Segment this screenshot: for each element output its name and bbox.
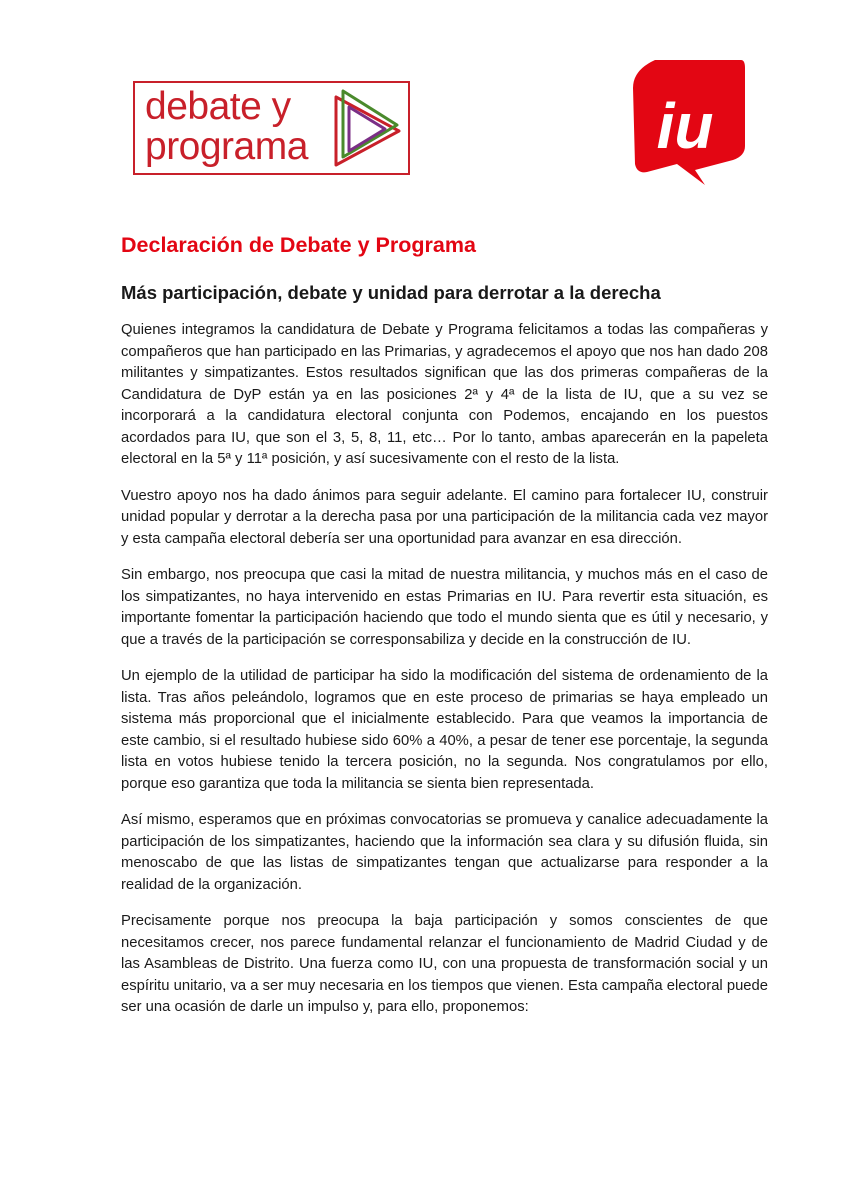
play-triangles-icon: [333, 87, 405, 169]
document-body: [121, 320, 768, 1034]
paragraph-6: Precisamente porque nos preocupa la baja participación y somos conscientes de que necesitamos crecer, nos parece fundamental relanzar el funcionamiento de Madrid Ciudad y de las Asambleas de Distrito. Una fuerza como IU, con una propuesta de transformación social y un espíritu unitario, va a ser muy necesaria en los tiempos que vienen. Esta campaña electoral puede ser una ocasión de darle un impulso y, para ello, proponemos:: [121, 913, 768, 1015]
iu-logo: [633, 60, 745, 185]
logo-line-2: programa: [145, 125, 308, 168]
paragraph-3: Sin embargo, nos preocupa que casi la mitad de nuestra militancia, y muchos más en el caso de los simpatizantes, no haya intervenido en estas Primarias en IU. Para revertir esta situación, es importante fomentar la participación haciendo que todo el mundo sienta que es útil y necesario, y que a través de la participación se corresponsabiliza y decide en la construcción de IU.: [121, 567, 768, 648]
iu-logo-text: iu: [656, 90, 714, 162]
document-title: Declaración de Debate y Programa: [121, 233, 476, 257]
document-subtitle: Más participación, debate y unidad para derrotar a la derecha: [121, 282, 661, 303]
paragraph-4: Un ejemplo de la utilidad de participar ha sido la modificación del sistema de ordenamiento de la lista. Tras años peleándolo, logramos que en este proceso de primarias se haya empleado un sistema más proporcional que el inicialmente establecido. Para que veamos la importancia de este cambio, si el resultado hubiese sido 60% a 40%, a pesar de tener ese porcentaje, la segunda lista en votos hubiese tenido la tercera posición, no la segunda. Nos congratulamos por ello, porque eso garantiza que toda la militancia se sienta bien representada.: [121, 668, 768, 792]
paragraph-2: Vuestro apoyo nos ha dado ánimos para seguir adelante. El camino para fortalecer IU, construir unidad popular y derrotar a la derecha pasa por una participación de la militancia cada vez mayor y esta campaña electoral debería ser una oportunidad para avanzar en esa dirección.: [121, 487, 768, 547]
logo-line-1: debate y: [145, 85, 291, 128]
paragraph-5: Así mismo, esperamos que en próximas convocatorias se promueva y canalice adecuadamente la participación de los simpatizantes, haciendo que la información sea clara y su difusión fluida, sin menoscabo de que las listas de simpatizantes tengan que actualizarse para responder a la realidad de la organización.: [121, 812, 768, 893]
debate-y-programa-logo: [133, 81, 410, 175]
paragraph-1: Quienes integramos la candidatura de Debate y Programa felicitamos a todas las compañeras y compañeros que han participado en las Primarias, y agradecemos el apoyo que nos han dado 208 militantes y simpatizantes. Estos resultados significan que las dos primeras compañeras de la Candidatura de DyP están ya en las posiciones 2ª y 4ª de la lista de IU, que a su vez se incorporará a la candidatura electoral conjunta con Podemos, encajando en los puestos acordados para IU, que son el 3, 5, 8, 11, etc… Por lo tanto, ambas aparecerán en la papeleta electoral en la 5ª y 11ª posición, y así sucesivamente con el resto de la lista.: [121, 322, 768, 467]
